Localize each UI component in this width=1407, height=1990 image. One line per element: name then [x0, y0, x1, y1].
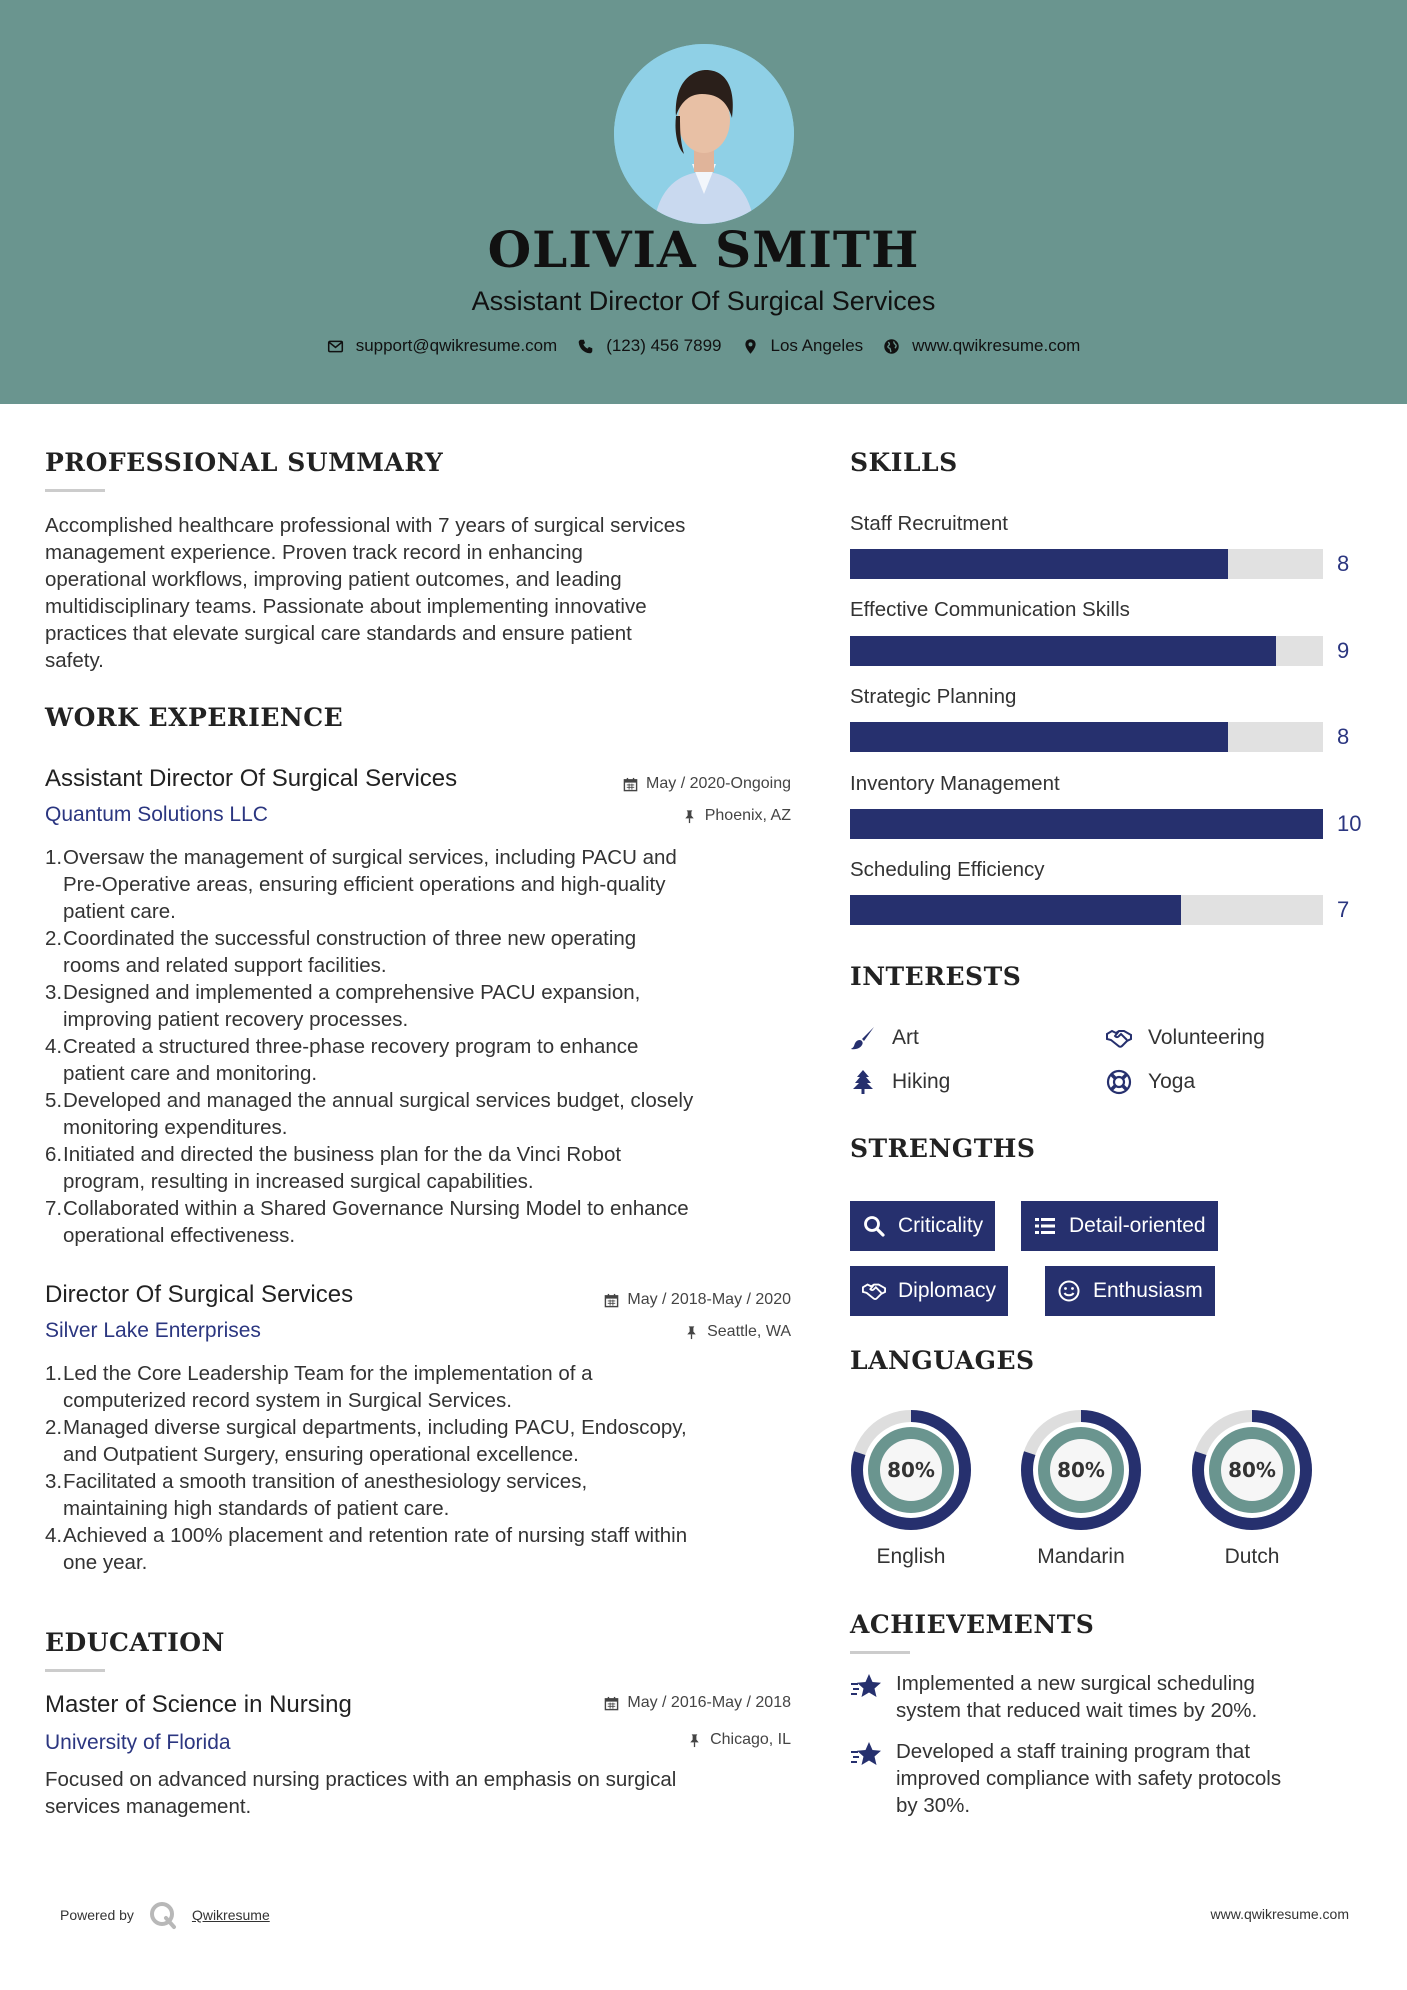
pushpin-icon — [684, 1325, 699, 1340]
job-responsibilities — [45, 1360, 805, 1576]
item-number: 2. — [45, 1416, 63, 1439]
phone-text: (123) 456 7899 — [606, 336, 722, 355]
education-heading: EDUCATION — [45, 1628, 225, 1657]
education-divider — [45, 1669, 105, 1672]
strength-label: Enthusiasm — [1093, 1279, 1203, 1302]
item-line: operational effectiveness. — [63, 1224, 296, 1247]
achievements-divider — [850, 1651, 910, 1654]
dates-text: May / 2016-May / 2018 — [627, 1694, 791, 1711]
star-icon — [850, 1672, 882, 1702]
skill-bar-fill — [850, 809, 1323, 839]
brush-icon — [850, 1025, 876, 1051]
contact-location — [742, 336, 864, 356]
list-icon — [1033, 1214, 1057, 1238]
globe-icon — [883, 338, 900, 355]
education-description — [45, 1766, 805, 1820]
lifebuoy-icon — [1106, 1069, 1132, 1095]
item-line: Collaborated within a Shared Governance Nursing Model to enhance — [63, 1197, 689, 1220]
skill-bar-fill — [850, 895, 1181, 925]
summary-line: operational workflows, improving patient outcomes, and leading — [45, 568, 622, 591]
footer-powered-by — [60, 1900, 270, 1930]
item-number: 6. — [45, 1143, 63, 1166]
calendar-icon — [604, 1293, 619, 1308]
list-item — [45, 1087, 805, 1141]
skill-label: Scheduling Efficiency — [850, 858, 1045, 881]
star-icon — [850, 1740, 882, 1770]
strength-label: Detail-oriented — [1069, 1214, 1206, 1237]
item-line: Pre-Operative areas, ensuring efficient operations and high-quality — [63, 873, 666, 896]
summary-line: practices that elevate surgical care standards and ensure patient — [45, 622, 632, 645]
skill-bar — [850, 722, 1323, 752]
item-number: 1. — [45, 846, 63, 869]
job-responsibilities — [45, 844, 805, 1249]
skill-label: Staff Recruitment — [850, 512, 1008, 535]
list-item — [45, 1360, 805, 1414]
pushpin-icon — [682, 809, 697, 824]
strength-label: Criticality — [898, 1214, 984, 1237]
job-title: Assistant Director Of Surgical Services — [45, 765, 458, 792]
list-item — [45, 1195, 805, 1249]
item-line: program, resulting in increased surgical capabilities. — [63, 1170, 534, 1193]
achievement-line: by 30%. — [896, 1794, 971, 1817]
item-line: one year. — [63, 1551, 148, 1574]
contact-bar — [0, 336, 1407, 356]
item-line: Coordinated the successful construction of three new operating — [63, 927, 637, 950]
phone-icon — [577, 338, 594, 355]
website-text: www.qwikresume.com — [912, 336, 1081, 355]
language-item — [1191, 1409, 1313, 1568]
skill-score: 7 — [1337, 897, 1350, 922]
item-line: Created a structured three-phase recovery program to enhance — [63, 1035, 639, 1058]
list-item — [45, 1414, 805, 1468]
skill-bar-fill — [850, 636, 1276, 666]
strength-tag — [850, 1266, 1008, 1316]
item-line: monitoring expenditures. — [63, 1116, 288, 1139]
item-number: 5. — [45, 1089, 63, 1112]
language-ring — [1191, 1409, 1313, 1531]
skill-label: Strategic Planning — [850, 685, 1017, 708]
item-line: Achieved a 100% placement and retention rate of nursing staff within — [63, 1524, 688, 1547]
qwikresume-logo-icon — [148, 1900, 178, 1930]
calendar-icon — [623, 777, 638, 792]
interest-hiking — [850, 1069, 950, 1095]
item-line: Initiated and directed the business plan for the da Vinci Robot — [63, 1143, 622, 1166]
job-dates — [540, 1291, 791, 1309]
skill-score: 8 — [1337, 551, 1350, 576]
summary-line: safety. — [45, 649, 104, 672]
skill-score: 8 — [1337, 724, 1350, 749]
header-banner — [0, 0, 1407, 404]
item-number: 3. — [45, 1470, 63, 1493]
list-item — [45, 1033, 805, 1087]
job-title: Director Of Surgical Services — [45, 1281, 354, 1308]
achievement-item — [850, 1670, 1370, 1724]
handshake-icon — [1106, 1025, 1132, 1051]
interest-yoga — [1106, 1069, 1195, 1095]
item-number: 1. — [45, 1362, 63, 1385]
item-line: Developed and managed the annual surgical services budget, closely — [63, 1089, 694, 1112]
pushpin-icon — [687, 1733, 702, 1748]
achievement-item — [850, 1738, 1370, 1819]
strength-tag — [1045, 1266, 1215, 1316]
item-number: 4. — [45, 1035, 63, 1058]
smile-icon — [1057, 1279, 1081, 1303]
company-name: Quantum Solutions LLC — [45, 803, 268, 826]
skill-label: Inventory Management — [850, 772, 1060, 795]
item-line: patient care and monitoring. — [63, 1062, 318, 1085]
school-name: University of Florida — [45, 1731, 231, 1754]
candidate-title: Assistant Director Of Surgical Services — [471, 286, 936, 316]
education-dates — [540, 1694, 791, 1712]
language-name: Mandarin — [1037, 1545, 1125, 1568]
summary-text — [45, 512, 805, 674]
avatar — [614, 44, 794, 224]
degree-title: Master of Science in Nursing — [45, 1691, 352, 1718]
skills-heading: SKILLS — [850, 448, 958, 477]
contact-phone[interactable] — [577, 336, 721, 356]
location-text: Phoenix, AZ — [704, 807, 791, 824]
skill-bar-fill — [850, 722, 1228, 752]
education-location — [540, 1731, 791, 1749]
job-dates — [540, 775, 791, 793]
list-item — [45, 925, 805, 979]
languages-heading: LANGUAGES — [850, 1346, 1035, 1375]
list-item — [45, 1468, 805, 1522]
item-line: and Outpatient Surgery, ensuring operational excellence. — [63, 1443, 579, 1466]
language-percent: 80% — [1057, 1458, 1105, 1482]
summary-divider — [45, 489, 105, 492]
interests-heading: INTERESTS — [850, 962, 1022, 991]
summary-line: Accomplished healthcare professional with 7 years of surgical services — [45, 514, 686, 537]
company-name: Silver Lake Enterprises — [45, 1319, 261, 1342]
strength-tag — [850, 1201, 995, 1251]
skill-label: Effective Communication Skills — [850, 598, 1130, 621]
description-line: services management. — [45, 1795, 252, 1818]
item-line: patient care. — [63, 900, 176, 923]
job-location — [540, 1323, 791, 1341]
skill-score: 10 — [1337, 811, 1362, 836]
item-number: 7. — [45, 1197, 63, 1220]
skill-bar — [850, 895, 1323, 925]
location-text: Seattle, WA — [707, 1323, 791, 1340]
contact-email[interactable] — [327, 336, 558, 356]
interest-art — [850, 1025, 919, 1051]
interest-label: Yoga — [1148, 1070, 1196, 1093]
achievement-line: system that reduced wait times by 20%. — [896, 1699, 1258, 1722]
achievements-heading: ACHIEVEMENTS — [850, 1610, 1095, 1639]
skill-score: 9 — [1337, 638, 1350, 663]
language-item — [1020, 1409, 1142, 1568]
candidate-name: OLIVIA SMITH — [487, 220, 920, 279]
list-item — [45, 979, 805, 1033]
achievement-line: Implemented a new surgical scheduling — [896, 1672, 1255, 1695]
strength-label: Diplomacy — [898, 1279, 997, 1302]
skill-bar-fill — [850, 549, 1228, 579]
dates-text: May / 2018-May / 2020 — [627, 1291, 791, 1308]
language-ring — [850, 1409, 972, 1531]
email-text: support@qwikresume.com — [355, 336, 558, 355]
language-percent: 80% — [887, 1458, 935, 1482]
item-line: Oversaw the management of surgical services, including PACU and — [63, 846, 677, 869]
description-line: Focused on advanced nursing practices with an emphasis on surgical — [45, 1768, 677, 1791]
item-line: maintaining high standards of patient care. — [63, 1497, 450, 1520]
brand-link[interactable]: Qwikresume — [191, 1907, 270, 1923]
calendar-icon — [604, 1696, 619, 1711]
summary-line: management experience. Proven track record in enhancing — [45, 541, 583, 564]
item-number: 4. — [45, 1524, 63, 1547]
skill-bar — [850, 549, 1323, 579]
achievement-line: improved compliance with safety protocols — [896, 1767, 1282, 1790]
job-location — [540, 807, 791, 825]
item-number: 3. — [45, 981, 63, 1004]
footer-website[interactable]: www.qwikresume.com — [1210, 1906, 1349, 1922]
item-line: Led the Core Leadership Team for the implementation of a — [63, 1362, 593, 1385]
language-ring — [1020, 1409, 1142, 1531]
interest-label: Art — [892, 1026, 919, 1049]
handshake-icon — [862, 1279, 886, 1303]
location-text: Los Angeles — [770, 336, 864, 355]
dates-text: May / 2020-Ongoing — [646, 775, 791, 792]
item-line: Facilitated a smooth transition of anesthesiology services, — [63, 1470, 588, 1493]
achievement-text — [896, 1670, 1257, 1724]
interest-label: Hiking — [892, 1070, 951, 1093]
language-name: Dutch — [1224, 1545, 1280, 1568]
language-item — [850, 1409, 972, 1568]
achievement-text — [896, 1738, 1281, 1819]
item-number: 2. — [45, 927, 63, 950]
list-item — [45, 1141, 805, 1195]
location-text: Chicago, IL — [710, 1731, 791, 1748]
item-line: Designed and implemented a comprehensive PACU expansion, — [63, 981, 641, 1004]
item-line: computerized record system in Surgical Services. — [63, 1389, 512, 1412]
powered-by-text: Powered by — [60, 1907, 134, 1923]
contact-website[interactable] — [883, 336, 1080, 356]
language-name: English — [876, 1545, 946, 1568]
profile-photo — [614, 44, 794, 224]
strength-tag — [1021, 1201, 1218, 1251]
envelope-icon — [327, 338, 344, 355]
language-percent: 80% — [1228, 1458, 1276, 1482]
summary-line: multidisciplinary teams. Passionate about implementing innovative — [45, 595, 647, 618]
interest-label: Volunteering — [1148, 1026, 1265, 1049]
tree-icon — [850, 1069, 876, 1095]
item-line: rooms and related support facilities. — [63, 954, 387, 977]
item-line: improving patient recovery processes. — [63, 1008, 409, 1031]
skill-bar — [850, 636, 1323, 666]
achievement-line: Developed a staff training program that — [896, 1740, 1251, 1763]
list-item — [45, 1522, 805, 1576]
interest-volunteering — [1106, 1025, 1265, 1051]
item-line: Managed diverse surgical departments, including PACU, Endoscopy, — [63, 1416, 687, 1439]
strengths-heading: STRENGTHS — [850, 1134, 1036, 1163]
summary-heading: PROFESSIONAL SUMMARY — [45, 448, 444, 477]
experience-heading: WORK EXPERIENCE — [45, 703, 344, 732]
skill-bar — [850, 809, 1323, 839]
list-item — [45, 844, 805, 925]
search-icon — [862, 1214, 886, 1238]
map-pin-icon — [742, 338, 759, 355]
